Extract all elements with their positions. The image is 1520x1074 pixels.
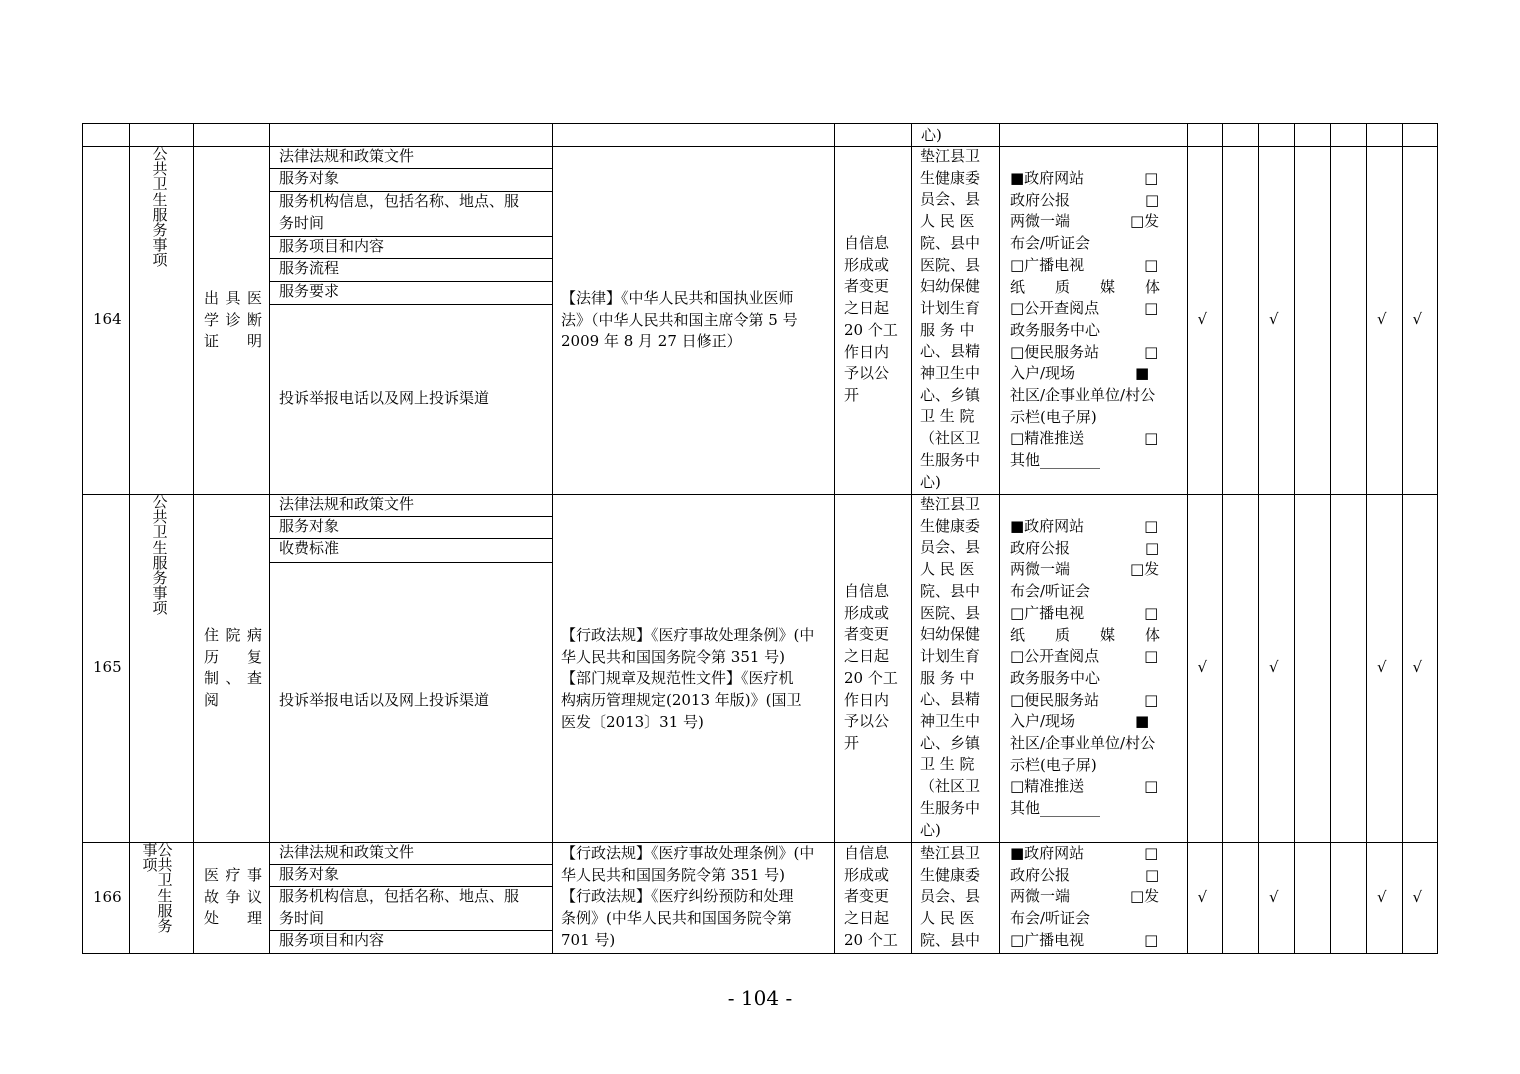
time-limit: 自信息 bbox=[844, 844, 890, 862]
item-name: 历 复 bbox=[204, 647, 262, 666]
legal-basis: 法》（中华人民共和国主席令第 5 号 bbox=[561, 310, 798, 329]
disclosure-channel: □便民服务站 □ bbox=[1010, 690, 1159, 709]
responsible-office: 心、乡镇 bbox=[920, 385, 981, 404]
disclosure-element: 服务对象 bbox=[279, 517, 340, 535]
check-mark: √ bbox=[1412, 887, 1423, 906]
time-limit: 之日起 bbox=[844, 299, 890, 318]
legal-basis: 【行政法规】《医疗事故处理条例》(中 bbox=[561, 626, 815, 644]
item-name: 证 明 bbox=[204, 332, 262, 351]
check-mark: √ bbox=[1377, 887, 1387, 906]
responsible-office: 院、县中 bbox=[920, 930, 981, 949]
check-mark: √ bbox=[1269, 310, 1279, 328]
responsible-office: 人 民 医 bbox=[920, 212, 975, 231]
column-rule bbox=[1258, 123, 1259, 953]
responsible-office: （社区卫 bbox=[920, 777, 981, 796]
responsible-office: 生健康委 bbox=[920, 865, 981, 884]
check-mark: √ bbox=[1197, 658, 1208, 676]
time-limit: 者变更 bbox=[844, 625, 890, 644]
time-limit: 作日内 bbox=[844, 342, 890, 361]
column-rule bbox=[1366, 123, 1367, 953]
disclosure-channel: 布会/听证会 bbox=[1010, 234, 1091, 253]
row-number: 166 bbox=[93, 887, 122, 906]
responsible-office: 医院、县 bbox=[920, 255, 981, 274]
responsible-office: 心、乡镇 bbox=[920, 733, 981, 752]
item-name: 处 理 bbox=[204, 909, 262, 928]
disclosure-element: 服务对象 bbox=[279, 169, 340, 187]
disclosure-channel: 入户/现场 ■ bbox=[1010, 364, 1150, 383]
category-vertical: 公共卫生服务事项 bbox=[152, 493, 168, 618]
disclosure-channel: □精准推送 □ bbox=[1010, 777, 1159, 796]
disclosure-channel: 两微一端 □发 bbox=[1010, 560, 1160, 579]
time-limit: 20 个工 bbox=[844, 930, 898, 949]
responsible-office: 妇幼保健 bbox=[920, 277, 981, 296]
time-limit: 作日内 bbox=[844, 690, 890, 709]
responsible-office: 神卫生中 bbox=[920, 712, 981, 730]
responsible-office: 服 务 中 bbox=[920, 668, 975, 687]
office-text-tail: 心) bbox=[921, 126, 942, 144]
disclosure-channel: 示栏(电子屏) bbox=[1010, 407, 1097, 426]
disclosure-element: 服务机构信息，包括名称、地点、服 bbox=[279, 887, 520, 905]
disclosure-channel: ■政府网站 □ bbox=[1010, 517, 1159, 535]
disclosure-channel: 纸 质 媒 体 bbox=[1010, 277, 1161, 296]
disclosure-channel: □广播电视 □ bbox=[1010, 930, 1159, 949]
responsible-office: 垫江县卫 bbox=[920, 147, 981, 165]
disclosure-channel: □便民服务站 □ bbox=[1010, 342, 1159, 361]
responsible-office: 神卫生中 bbox=[920, 364, 981, 382]
disclosure-channel: □精准推送 □ bbox=[1010, 429, 1159, 448]
element-rule bbox=[269, 304, 552, 305]
time-limit: 者变更 bbox=[844, 277, 890, 296]
time-limit: 之日起 bbox=[844, 909, 890, 928]
disclosure-element: 服务流程 bbox=[279, 259, 340, 277]
column-rule bbox=[129, 123, 130, 953]
disclosure-channel: 两微一端 □发 bbox=[1010, 887, 1160, 906]
disclosure-element: 服务项目和内容 bbox=[279, 237, 385, 255]
responsible-office: 服 务 中 bbox=[920, 320, 975, 339]
column-rule bbox=[1402, 123, 1403, 953]
responsible-office: 生健康委 bbox=[920, 516, 981, 535]
category-vertical: 公共卫生服务事项 bbox=[152, 145, 168, 270]
disclosure-channel: 布会/听证会 bbox=[1010, 909, 1091, 928]
disclosure-channel: 政府公报 □ bbox=[1010, 538, 1160, 557]
check-mark: √ bbox=[1377, 658, 1387, 676]
disclosure-element: 投诉举报电话以及网上投诉渠道 bbox=[279, 389, 490, 407]
time-limit: 者变更 bbox=[844, 887, 890, 906]
time-limit: 形成或 bbox=[844, 865, 890, 884]
time-limit: 自信息 bbox=[844, 582, 890, 600]
responsible-office: 员会、县 bbox=[920, 887, 981, 906]
column-rule bbox=[1187, 123, 1188, 953]
disclosure-channel: 示栏(电子屏) bbox=[1010, 755, 1097, 774]
check-mark: √ bbox=[1197, 887, 1208, 906]
item-name: 住 院 病 bbox=[204, 626, 262, 644]
check-mark: √ bbox=[1269, 887, 1279, 906]
check-mark: √ bbox=[1412, 310, 1423, 328]
row-number: 164 bbox=[93, 310, 122, 328]
responsible-office: 员会、县 bbox=[920, 538, 981, 557]
disclosure-channel: 政府公报 □ bbox=[1010, 190, 1160, 209]
responsible-office: 院、县中 bbox=[920, 233, 981, 252]
disclosure-channel: 社区/企事业单位/村公 bbox=[1010, 734, 1156, 752]
item-name: 医 疗 事 bbox=[204, 866, 262, 884]
disclosure-channel: 入户/现场 ■ bbox=[1010, 712, 1150, 731]
responsible-office: 计划生育 bbox=[920, 298, 981, 317]
time-limit: 予以公 bbox=[844, 712, 890, 731]
responsible-office: 心) bbox=[920, 472, 941, 491]
column-rule bbox=[999, 123, 1000, 953]
responsible-office: 生服务中 bbox=[920, 450, 981, 469]
time-limit: 开 bbox=[844, 733, 860, 752]
disclosure-channel: □公开查阅点 □ bbox=[1010, 299, 1159, 318]
legal-basis: 【法律】《中华人民共和国执业医师 bbox=[561, 289, 794, 307]
disclosure-element: 法律法规和政策文件 bbox=[279, 147, 415, 165]
responsible-office: 院、县中 bbox=[920, 581, 981, 600]
time-limit: 予以公 bbox=[844, 364, 890, 383]
legal-basis: 2009 年 8 月 27 日修正） bbox=[561, 332, 742, 351]
legal-basis: 701 号) bbox=[561, 930, 616, 949]
disclosure-element: 务时间 bbox=[279, 908, 325, 927]
disclosure-channel: 政府公报 □ bbox=[1010, 865, 1160, 884]
category-vertical: 事项 bbox=[142, 841, 158, 875]
legal-basis: 华人民共和国国务院令第 351 号) bbox=[561, 647, 786, 666]
disclosure-element: 服务对象 bbox=[279, 865, 340, 883]
column-rule bbox=[911, 123, 912, 953]
legal-basis: 条例》(中华人民共和国国务院令第 bbox=[561, 909, 792, 928]
disclosure-element: 法律法规和政策文件 bbox=[279, 495, 415, 513]
disclosure-element: 务时间 bbox=[279, 213, 325, 232]
disclosure-channel: 社区/企事业单位/村公 bbox=[1010, 386, 1156, 404]
column-rule bbox=[552, 123, 553, 953]
column-rule bbox=[1222, 123, 1223, 953]
disclosure-channel: 布会/听证会 bbox=[1010, 582, 1091, 601]
legal-basis: 构病历管理规定(2013 年版)》(国卫 bbox=[561, 691, 802, 710]
disclosure-element: 服务机构信息，包括名称、地点、服 bbox=[279, 192, 520, 210]
responsible-office: 妇幼保健 bbox=[920, 625, 981, 644]
disclosure-channel: □广播电视 □ bbox=[1010, 603, 1159, 622]
category-vertical: 公共卫生服务 bbox=[157, 841, 173, 936]
check-mark: √ bbox=[1412, 658, 1423, 676]
responsible-office: 心) bbox=[920, 820, 941, 839]
column-rule bbox=[1294, 123, 1295, 953]
legal-basis: 【行政法规】《医疗事故处理条例》(中 bbox=[561, 844, 815, 862]
responsible-office: 计划生育 bbox=[920, 646, 981, 665]
check-mark: √ bbox=[1197, 310, 1208, 328]
disclosure-channel: 政务服务中心 bbox=[1010, 320, 1101, 339]
row-rule bbox=[82, 953, 1438, 954]
disclosure-channel: 其他________ bbox=[1010, 451, 1101, 470]
responsible-office: 人 民 医 bbox=[920, 560, 975, 579]
time-limit: 形成或 bbox=[844, 255, 890, 274]
responsible-office: 人 民 医 bbox=[920, 909, 975, 928]
disclosure-channel: ■政府网站 □ bbox=[1010, 169, 1159, 187]
check-mark: √ bbox=[1269, 658, 1279, 676]
check-mark: √ bbox=[1377, 310, 1387, 328]
page-number: - 104 - bbox=[727, 986, 793, 1010]
responsible-office: 心、县精 bbox=[920, 342, 981, 361]
legal-basis: 【部门规章及规范性文件】《医疗机 bbox=[561, 669, 794, 688]
item-name: 学 诊 断 bbox=[204, 310, 262, 329]
disclosure-element: 收费标准 bbox=[279, 539, 340, 557]
item-name: 阅 bbox=[204, 691, 220, 710]
disclosure-element: 投诉举报电话以及网上投诉渠道 bbox=[279, 691, 490, 709]
responsible-office: 生服务中 bbox=[920, 798, 981, 817]
time-limit: 20 个工 bbox=[844, 320, 898, 339]
disclosure-channel: ■政府网站 □ bbox=[1010, 844, 1159, 862]
responsible-office: 垫江县卫 bbox=[920, 495, 981, 513]
disclosure-channel: 政务服务中心 bbox=[1010, 668, 1101, 687]
responsible-office: 卫 生 院 bbox=[920, 755, 975, 774]
disclosure-channel: 其他________ bbox=[1010, 799, 1101, 818]
item-name: 故 争 议 bbox=[204, 887, 262, 906]
column-rule bbox=[1330, 123, 1331, 953]
item-name: 制 、 查 bbox=[204, 669, 262, 688]
disclosure-channel: 两微一端 □发 bbox=[1010, 212, 1160, 231]
responsible-office: 垫江县卫 bbox=[920, 844, 981, 862]
element-rule bbox=[269, 562, 552, 563]
legal-basis: 华人民共和国国务院令第 351 号) bbox=[561, 865, 786, 884]
time-limit: 开 bbox=[844, 385, 860, 404]
disclosure-channel: □广播电视 □ bbox=[1010, 255, 1159, 274]
responsible-office: 员会、县 bbox=[920, 190, 981, 209]
column-rule bbox=[1437, 123, 1438, 953]
column-rule bbox=[834, 123, 835, 953]
responsible-office: 生健康委 bbox=[920, 168, 981, 187]
time-limit: 形成或 bbox=[844, 603, 890, 622]
disclosure-channel: □公开查阅点 □ bbox=[1010, 647, 1159, 666]
time-limit: 之日起 bbox=[844, 647, 890, 666]
responsible-office: （社区卫 bbox=[920, 429, 981, 448]
legal-basis: 【行政法规】《医疗纠纷预防和处理 bbox=[561, 887, 794, 906]
item-name: 出 具 医 bbox=[204, 289, 262, 307]
disclosure-channel: 纸 质 媒 体 bbox=[1010, 625, 1161, 644]
time-limit: 20 个工 bbox=[844, 668, 898, 687]
row-number: 165 bbox=[93, 658, 122, 676]
legal-basis: 医发〔2013〕31 号) bbox=[561, 712, 704, 731]
row-rule bbox=[82, 123, 1438, 124]
column-rule bbox=[82, 123, 83, 953]
time-limit: 自信息 bbox=[844, 234, 890, 252]
column-rule bbox=[193, 123, 194, 953]
disclosure-element: 服务项目和内容 bbox=[279, 931, 385, 949]
disclosure-element: 服务要求 bbox=[279, 282, 340, 300]
responsible-office: 心、县精 bbox=[920, 690, 981, 709]
responsible-office: 卫 生 院 bbox=[920, 407, 975, 426]
disclosure-element: 法律法规和政策文件 bbox=[279, 843, 415, 861]
responsible-office: 医院、县 bbox=[920, 603, 981, 622]
